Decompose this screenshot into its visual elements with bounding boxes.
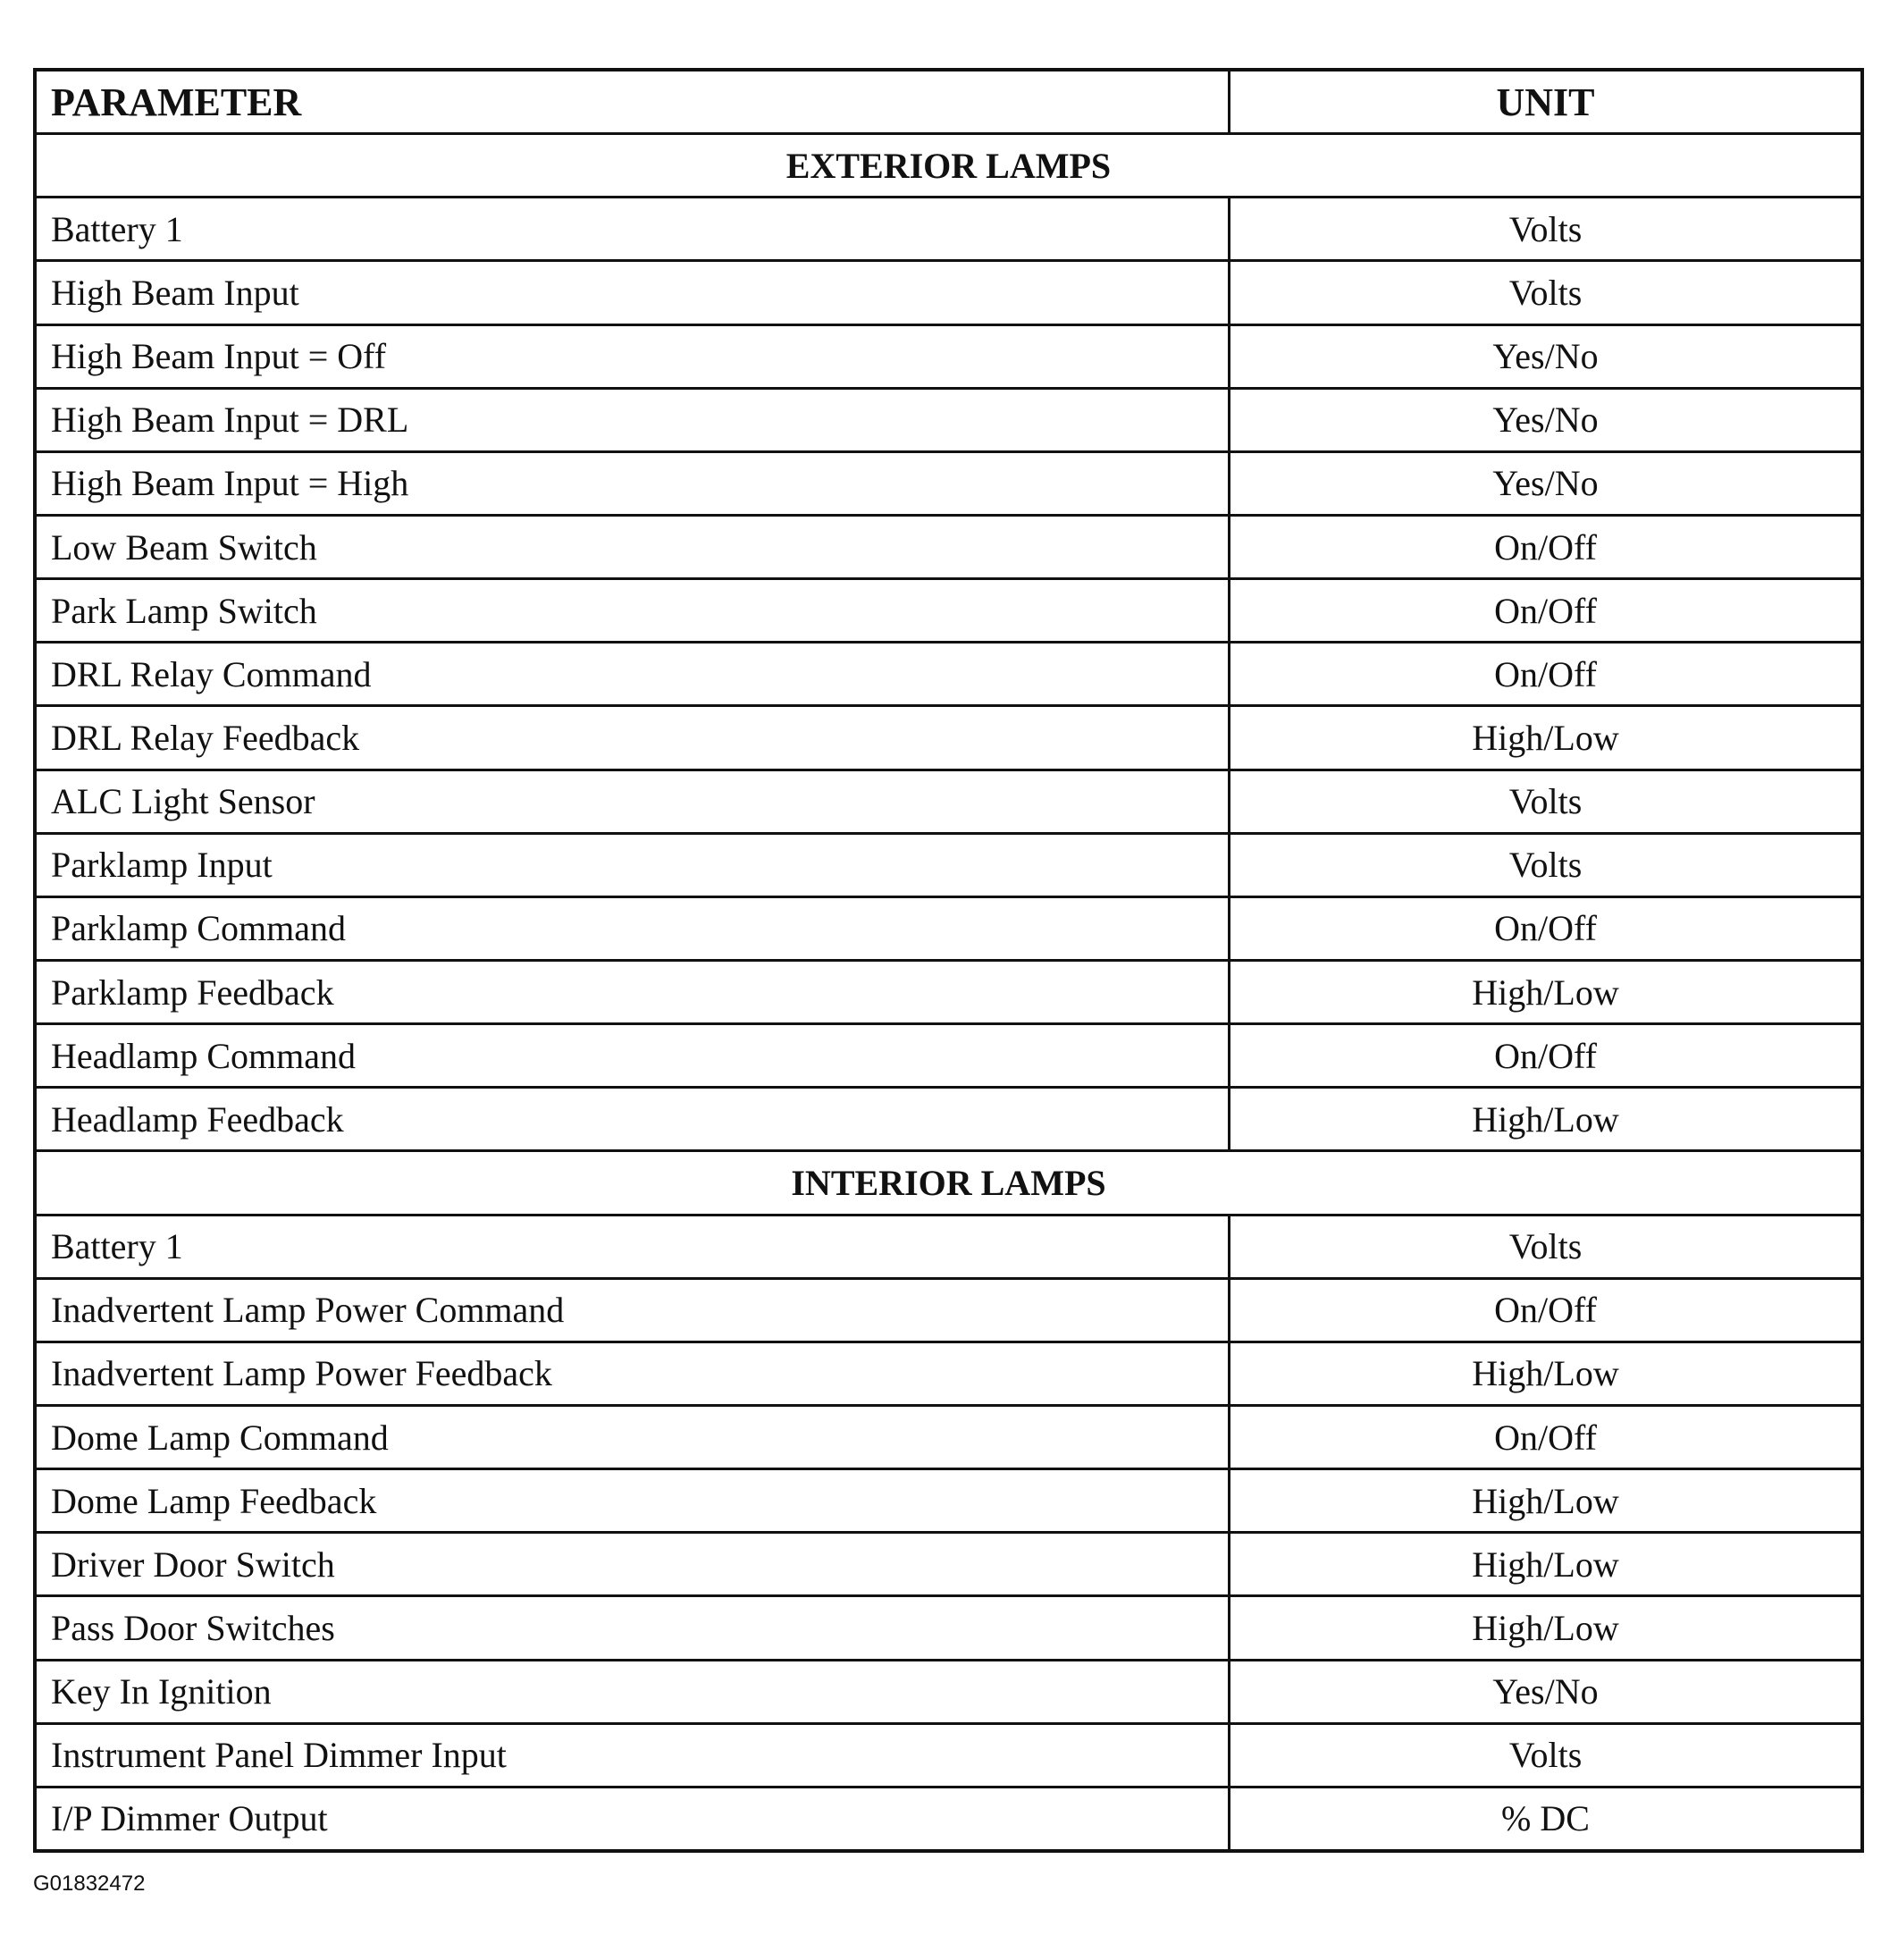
parameter-cell: DRL Relay Feedback bbox=[37, 707, 1230, 768]
unit-cell: On/Off bbox=[1494, 653, 1597, 694]
table-row bbox=[37, 1280, 1860, 1343]
unit-cell: On/Off bbox=[1494, 908, 1597, 949]
parameter-cell: DRL Relay Command bbox=[37, 644, 1230, 704]
parameter-cell: Parklamp Feedback bbox=[37, 962, 1230, 1022]
unit-cell: High/Low bbox=[1472, 1607, 1619, 1648]
unit-cell: On/Off bbox=[1494, 590, 1597, 631]
table-row bbox=[37, 198, 1860, 262]
unit-cell: High/Low bbox=[1472, 1544, 1619, 1585]
unit-cell: Volts bbox=[1508, 208, 1583, 249]
unit-cell: On/Off bbox=[1494, 1417, 1597, 1458]
parameter-cell: Inadvertent Lamp Power Command bbox=[37, 1280, 1230, 1341]
parameter-cell: High Beam Input = High bbox=[37, 453, 1230, 514]
unit-cell: Yes/No bbox=[1492, 463, 1599, 504]
unit-cell: High/Low bbox=[1472, 972, 1619, 1013]
parameter-cell: Battery 1 bbox=[37, 1216, 1230, 1277]
unit-cell: Volts bbox=[1508, 781, 1583, 822]
table-row bbox=[37, 1661, 1860, 1725]
parameter-cell: Key In Ignition bbox=[37, 1661, 1230, 1722]
table-row bbox=[37, 1216, 1860, 1280]
table-row bbox=[37, 1089, 1860, 1152]
parameter-cell: I/P Dimmer Output bbox=[37, 1788, 1230, 1849]
table-row bbox=[37, 1788, 1860, 1849]
unit-cell: Volts bbox=[1508, 272, 1583, 313]
parameter-cell: ALC Light Sensor bbox=[37, 771, 1230, 832]
table-row bbox=[37, 898, 1860, 962]
parameter-cell: Battery 1 bbox=[37, 198, 1230, 259]
table-row bbox=[37, 453, 1860, 517]
table-row bbox=[37, 1534, 1860, 1597]
unit-cell: On/Off bbox=[1494, 1290, 1597, 1331]
table-row bbox=[37, 517, 1860, 580]
parameter-cell: Instrument Panel Dimmer Input bbox=[37, 1725, 1230, 1786]
parameter-cell: Parklamp Command bbox=[37, 898, 1230, 959]
parameter-cell: High Beam Input = DRL bbox=[37, 390, 1230, 450]
table-header-row bbox=[37, 72, 1860, 135]
unit-cell: High/Low bbox=[1472, 1353, 1619, 1394]
table-row bbox=[37, 707, 1860, 770]
figure-id: G01832472 bbox=[33, 1872, 146, 1896]
unit-cell: High/Low bbox=[1472, 1480, 1619, 1521]
parameter-cell: Headlamp Feedback bbox=[37, 1089, 1230, 1149]
unit-cell: High/Low bbox=[1472, 717, 1619, 758]
parameter-cell: Park Lamp Switch bbox=[37, 580, 1230, 641]
table-row bbox=[37, 326, 1860, 390]
parameter-cell: Headlamp Command bbox=[37, 1025, 1230, 1086]
table-row bbox=[37, 1407, 1860, 1470]
table-row bbox=[37, 1470, 1860, 1534]
table-row bbox=[37, 1725, 1860, 1788]
unit-cell: Volts bbox=[1508, 1226, 1583, 1267]
table-row bbox=[37, 580, 1860, 644]
table-row bbox=[37, 1597, 1860, 1661]
parameter-table bbox=[33, 68, 1864, 1853]
table-row bbox=[37, 835, 1860, 898]
section-title-row: EXTERIOR LAMPS bbox=[37, 135, 1860, 198]
table-row bbox=[37, 962, 1860, 1025]
unit-cell: On/Off bbox=[1494, 526, 1597, 568]
table-row bbox=[37, 262, 1860, 325]
parameter-cell: Dome Lamp Command bbox=[37, 1407, 1230, 1468]
unit-cell: % DC bbox=[1501, 1798, 1590, 1839]
table-row bbox=[37, 771, 1860, 835]
unit-cell: High/Low bbox=[1472, 1098, 1619, 1140]
parameter-cell: High Beam Input bbox=[37, 262, 1230, 323]
table-row bbox=[37, 1025, 1860, 1089]
table-row bbox=[37, 644, 1860, 707]
parameter-cell: Dome Lamp Feedback bbox=[37, 1470, 1230, 1531]
parameter-cell: Driver Door Switch bbox=[37, 1534, 1230, 1594]
table-row bbox=[37, 1343, 1860, 1407]
unit-cell: Yes/No bbox=[1492, 1671, 1599, 1712]
header-parameter: PARAMETER bbox=[37, 72, 1230, 132]
header-unit: UNIT bbox=[1496, 80, 1595, 124]
unit-cell: On/Off bbox=[1494, 1035, 1597, 1076]
table-row bbox=[37, 390, 1860, 453]
section-title-row: INTERIOR LAMPS bbox=[37, 1152, 1860, 1216]
parameter-cell: Parklamp Input bbox=[37, 835, 1230, 896]
parameter-cell: Pass Door Switches bbox=[37, 1597, 1230, 1658]
parameter-cell: Inadvertent Lamp Power Feedback bbox=[37, 1343, 1230, 1404]
unit-cell: Yes/No bbox=[1492, 336, 1599, 377]
unit-cell: Volts bbox=[1508, 1735, 1583, 1776]
parameter-cell: High Beam Input = Off bbox=[37, 326, 1230, 387]
unit-cell: Volts bbox=[1508, 845, 1583, 886]
parameter-cell: Low Beam Switch bbox=[37, 517, 1230, 577]
unit-cell: Yes/No bbox=[1492, 400, 1599, 441]
